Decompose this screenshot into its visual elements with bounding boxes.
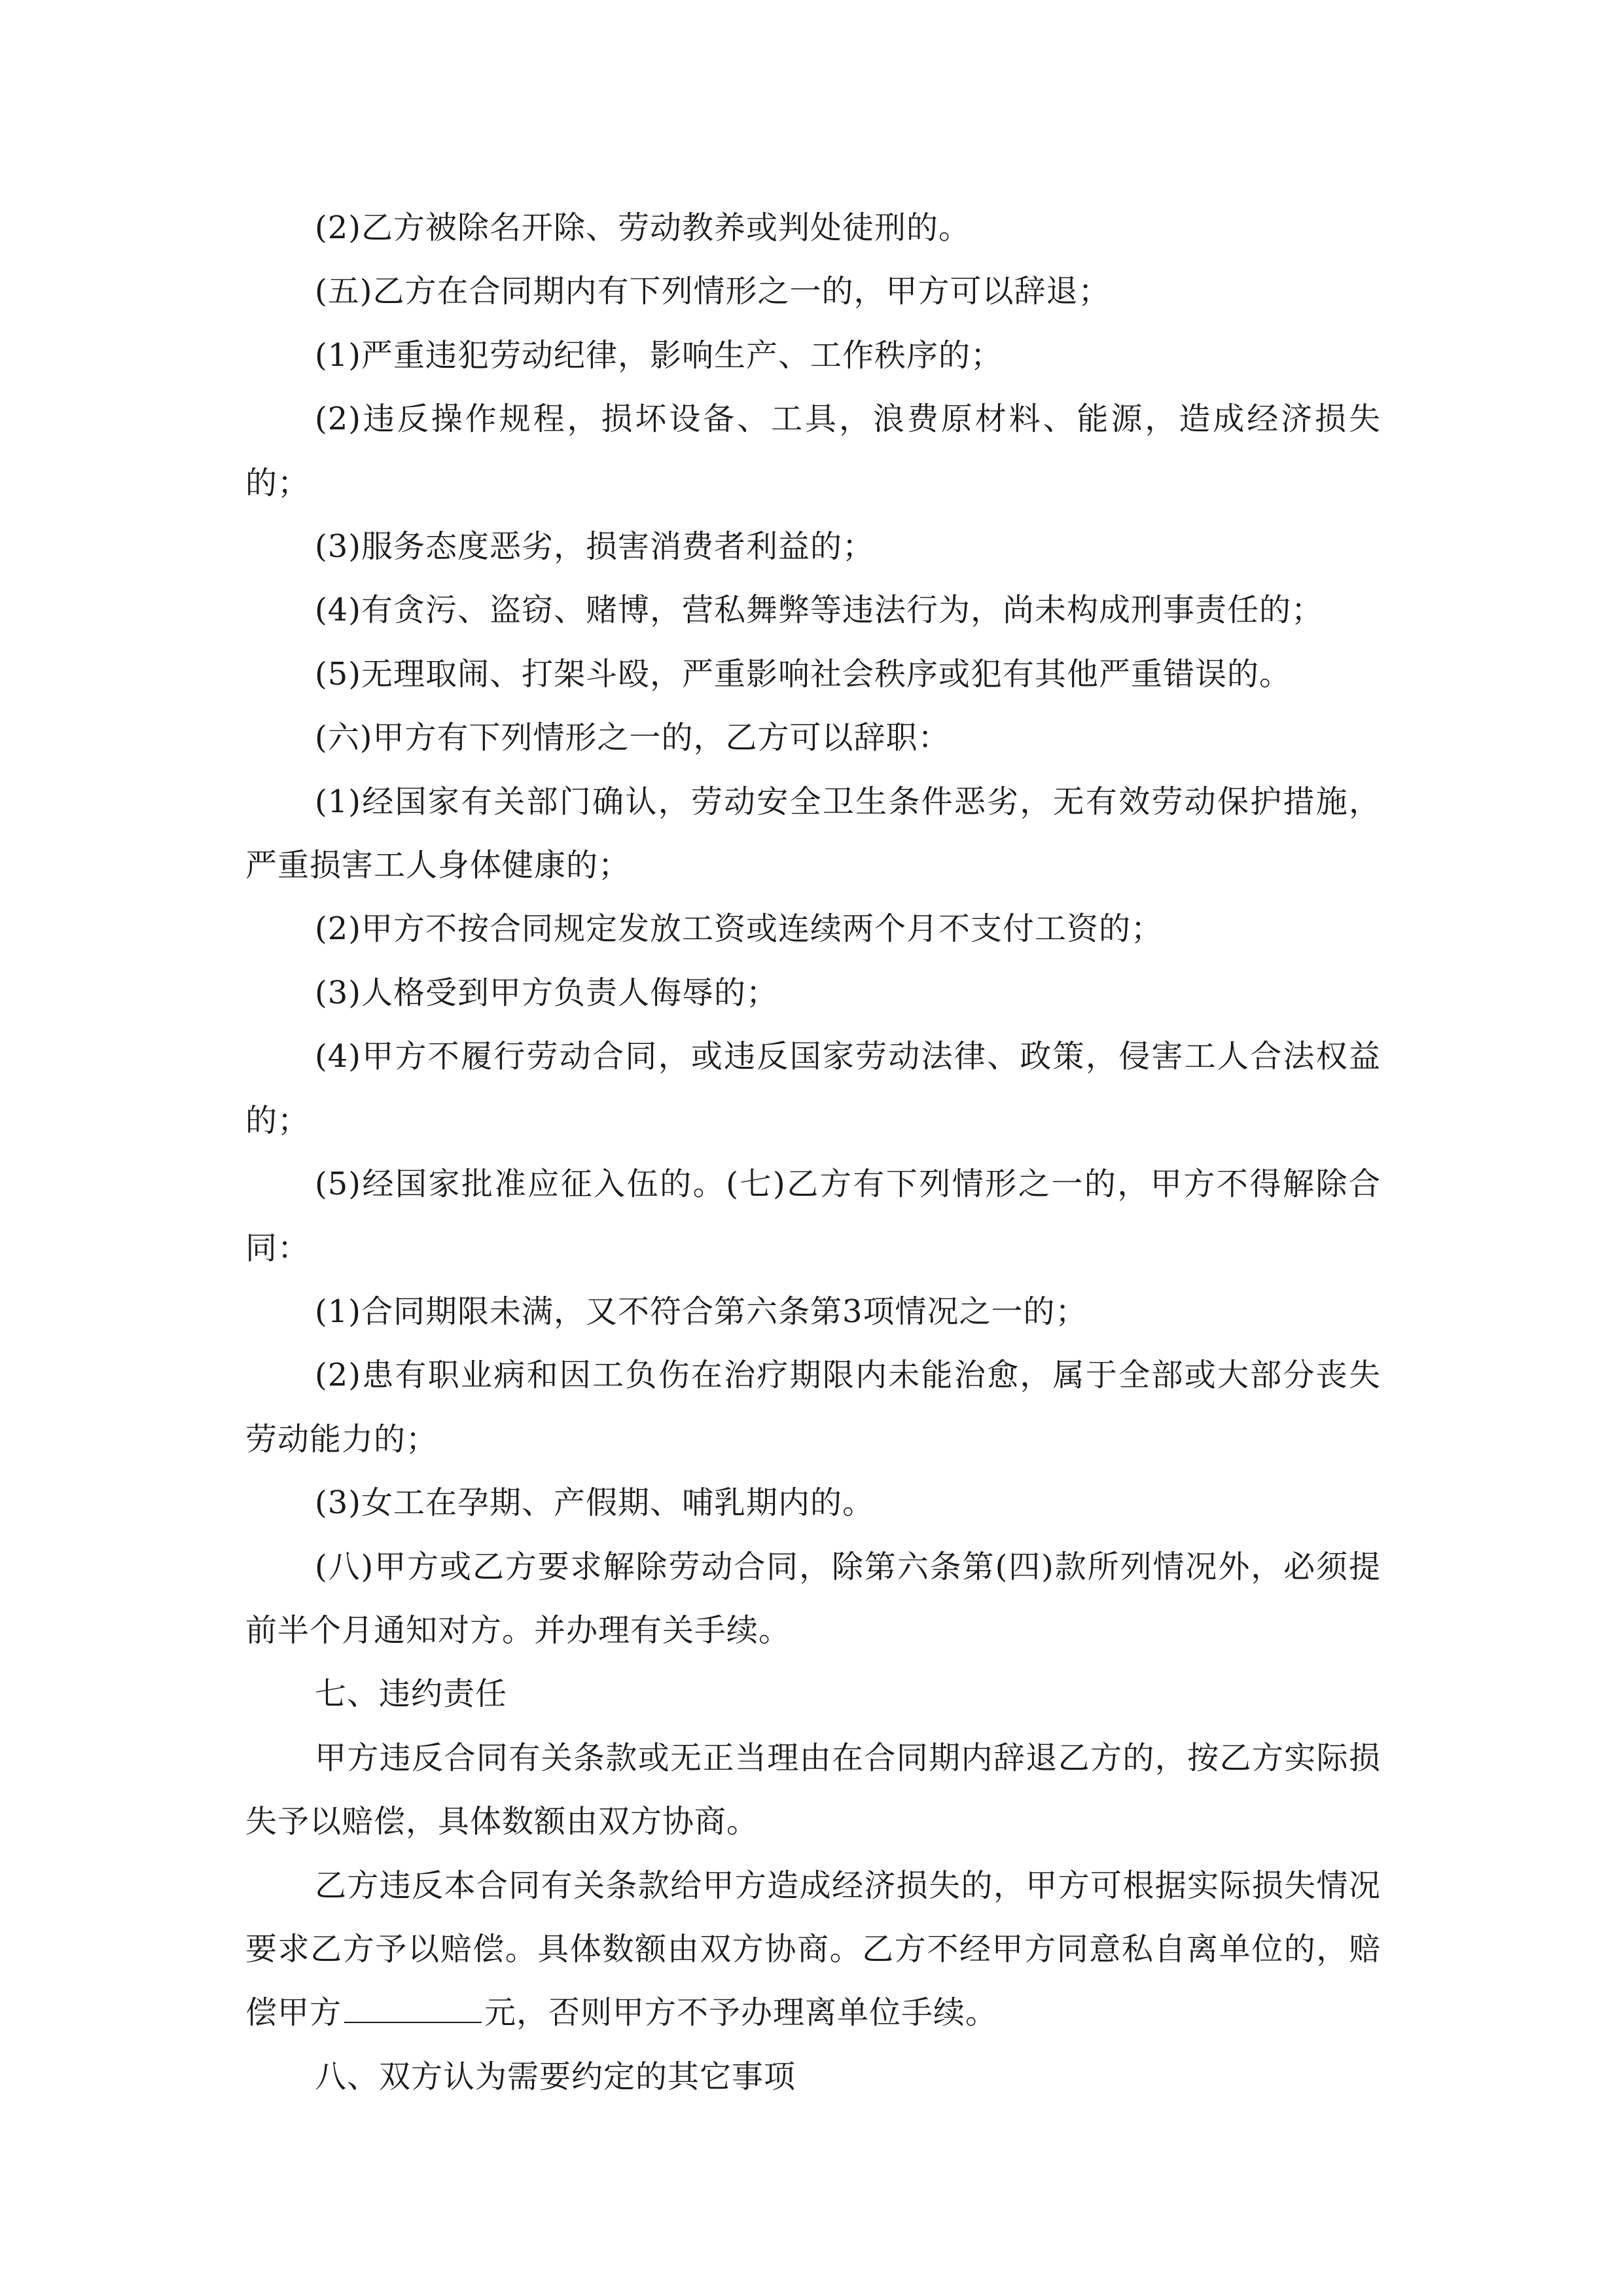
paragraph: (5)无理取闹、打架斗殴，严重影响社会秩序或犯有其他严重错误的。 — [315, 655, 1291, 692]
paragraph: (4)甲方不履行劳动合同，或违反国家劳动法律、政策，侵害工人合法权益的； — [245, 1038, 1381, 1139]
amount-blank-line — [344, 1993, 482, 2023]
paragraph: (1)经国家有关部门确认，劳动安全卫生条件恶劣，无有效劳动保护措施，严重损害工人身体健康的； — [245, 783, 1381, 884]
section-heading-breach-liability: 七、违约责任 — [315, 1676, 508, 1713]
paragraph: (八)甲方或乙方要求解除劳动合同，除第六条第(四)款所列情况外，必须提前半个月通知对方。并办理有关手续。 — [245, 1548, 1381, 1649]
paragraph: (5)经国家批准应征入伍的。(七)乙方有下列情形之一的，甲方不得解除合同： — [245, 1166, 1381, 1266]
compensation-text-after: 元，否则甲方不予办理离单位手续。 — [484, 1994, 998, 2032]
compensation-text-before: 乙方违反本合同有关条款给甲方造成经济损失的，甲方可根据实际损失情况要求乙方予以赔偿。具体数额由双方协商。乙方不经甲方同意私自离单位的，赔偿甲方 — [245, 1867, 1381, 2032]
paragraph: (六)甲方有下列情形之一的，乙方可以辞职： — [315, 719, 950, 757]
paragraph: (2)患有职业病和因工负伤在治疗期限内未能治愈，属于全部或大部分丧失劳动能力的； — [245, 1357, 1381, 1458]
paragraph: (1)严重违犯劳动纪律，影响生产、工作秩序的； — [315, 336, 1003, 374]
section-heading-other-matters: 八、双方认为需要约定的其它事项 — [315, 2058, 796, 2095]
paragraph: (2)违反操作规程，损坏设备、工具，浪费原材料、能源，造成经济损失的； — [245, 401, 1381, 501]
paragraph-compensation — [245, 1854, 1381, 2045]
paragraph: (3)女工在孕期、产假期、哺乳期内的。 — [315, 1484, 874, 1522]
paragraph: (4)有贪污、盗窃、赌博，营私舞弊等违法行为，尚未构成刑事责任的； — [315, 592, 1323, 629]
paragraph: (1)合同期限未满，又不符合第六条第3项情况之一的； — [315, 1293, 1088, 1330]
paragraph: (3)服务态度恶劣，损害消费者利益的； — [315, 528, 874, 565]
paragraph: (2)乙方被除名开除、劳动教养或判处徒刑的。 — [315, 209, 971, 246]
paragraph: (五)乙方在合同期内有下列情形之一的，甲方可以辞退； — [315, 273, 1111, 310]
paragraph: (3)人格受到甲方负责人侮辱的； — [315, 974, 778, 1011]
document-body — [245, 196, 1381, 2109]
paragraph: 甲方违反合同有关条款或无正当理由在合同期内辞退乙方的，按乙方实际损失予以赔偿，具体数额由双方协商。 — [245, 1739, 1381, 1840]
paragraph: (2)甲方不按合同规定发放工资或连续两个月不支付工资的； — [315, 910, 1163, 948]
